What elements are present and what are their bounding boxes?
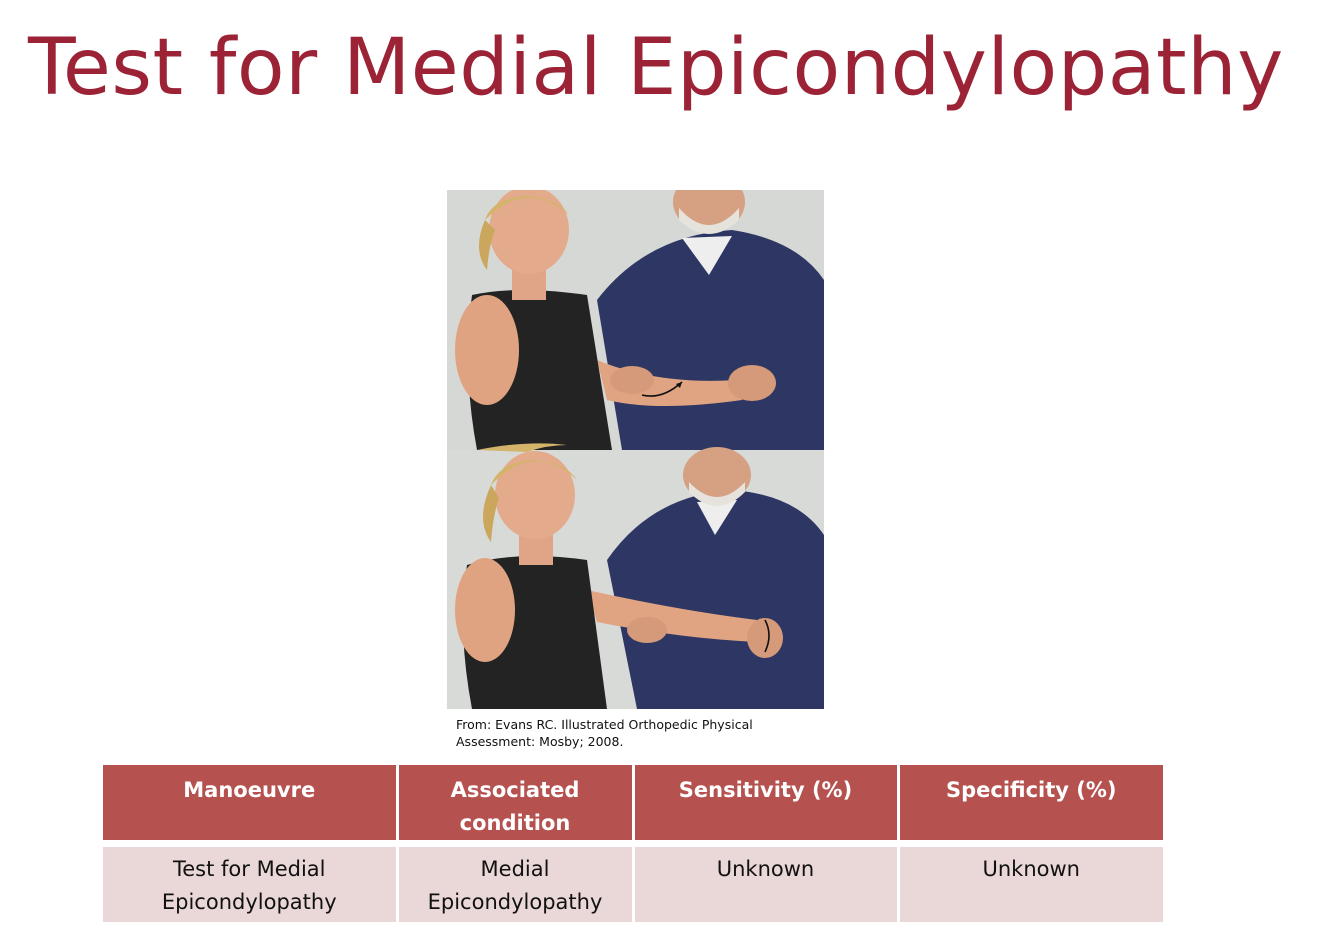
- cell-sensitivity: Unknown: [633, 844, 898, 922]
- header-specificity: Specificity (%): [898, 765, 1163, 844]
- slide-title: Test for Medial Epicondylopathy: [28, 23, 1284, 113]
- photo-panel-top: [447, 190, 824, 450]
- figure-caption: [456, 716, 836, 750]
- caption-line-1: From: Evans RC. Illustrated Orthopedic Physical: [456, 717, 753, 732]
- cell-associated-condition: Medial Epicondylopathy: [397, 844, 633, 922]
- header-manoeuvre: Manoeuvre: [103, 765, 397, 844]
- photo-panel-bottom: [447, 443, 824, 709]
- table-header-row: [103, 765, 1163, 844]
- table-row: [103, 844, 1163, 922]
- clinical-photo: [447, 190, 824, 709]
- cell-specificity: Unknown: [898, 844, 1163, 922]
- diagnostic-accuracy-table: [103, 765, 1163, 922]
- header-sensitivity: Sensitivity (%): [633, 765, 898, 844]
- cell-manoeuvre: Test for Medial Epicondylopathy: [103, 844, 397, 922]
- caption-line-2: Assessment: Mosby; 2008.: [456, 734, 624, 749]
- header-associated-condition: Associated condition: [397, 765, 633, 844]
